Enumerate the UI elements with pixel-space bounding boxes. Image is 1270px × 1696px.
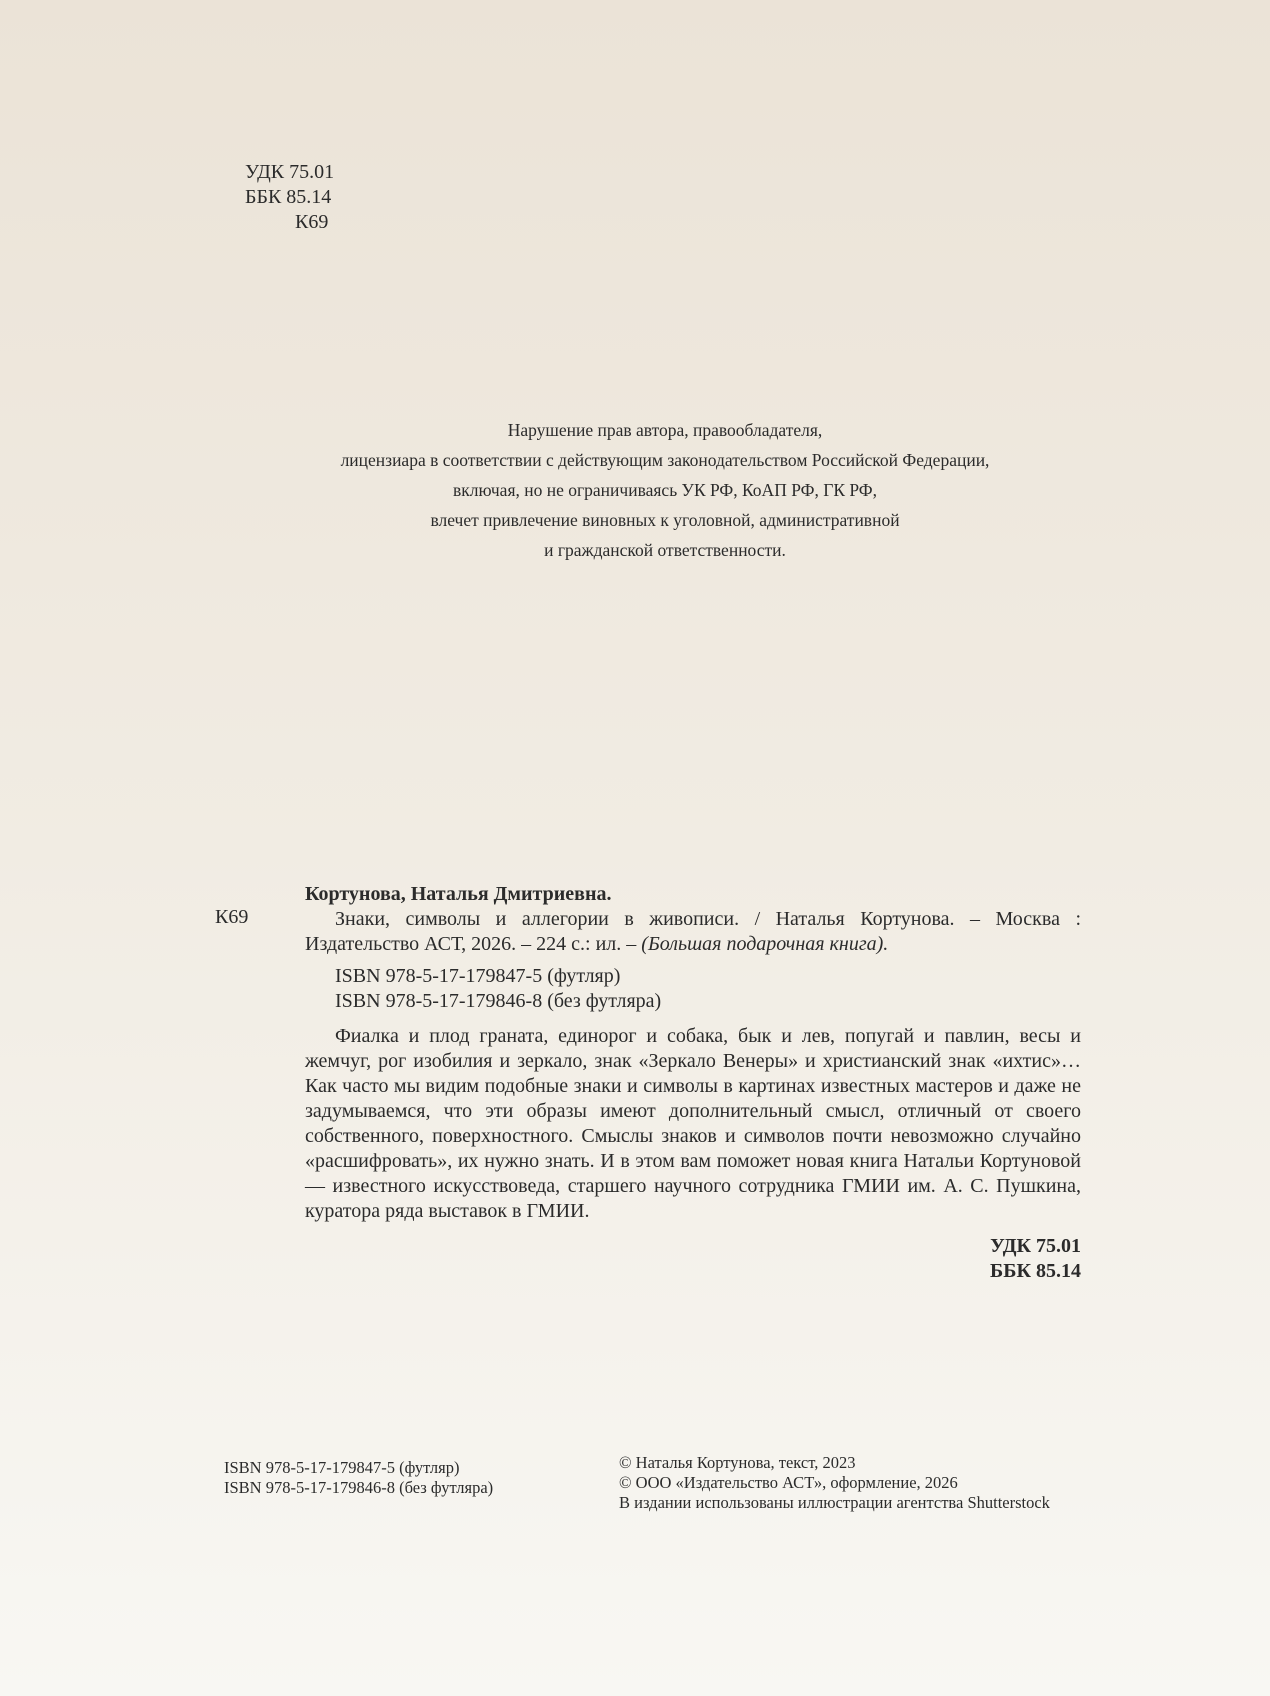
record-author: Кортунова, Наталья Дмитриевна. <box>305 883 612 905</box>
copyright-line: © ООО «Издательство АСТ», оформление, 2026 <box>619 1473 958 1492</box>
record-annotation: Фиалка и плод граната, единорог и собака, бык и лев, попугай и павлин, весы и жемчуг, рог изобилия и зеркало, знак «Зеркало Венеры» и христианский знак «ихтис»… Как часто мы видим подобные знаки и символы в картинах известных мастеров и даже не задумываемся, что эти образы имеют дополнительный смысл, отличный от своего собственного, поверхностного. Смыслы знаков и символов почти невозможно случайно «расшифровать», их нужно знать. И в этом вам поможет новая книга Натальи Кортуновой — известного искусствоведа, старшего научного сотрудника ГМИИ им. А. С. Пушкина, куратора ряда выставок в ГМИИ. <box>305 1025 1081 1222</box>
record-series: (Большая подарочная книга). <box>641 933 889 955</box>
bottom-isbn: ISBN 978-5-17-179847-5 (футляр) <box>224 1458 460 1477</box>
copyright-line: В издании использованы иллюстрации агентства Shutterstock <box>619 1493 1050 1512</box>
record-bbk: ББК 85.14 <box>990 1260 1081 1282</box>
record-description <box>305 907 1081 957</box>
record-title-info: Знаки, символы и аллегории в живописи. / Наталья Кортунова. – Москва : Издательство АСТ, 2026. – 224 с.: ил. – <box>305 908 1081 955</box>
copyright-block <box>619 1453 1050 1513</box>
udk-code: УДК 75.01 <box>245 161 335 183</box>
record-isbn: ISBN 978-5-17-179847-5 (футляр) <box>335 965 621 987</box>
classification-codes-top <box>245 160 334 235</box>
copyright-line: © Наталья Кортунова, текст, 2023 <box>619 1453 856 1472</box>
record-isbn: ISBN 978-5-17-179846-8 (без футляра) <box>335 990 662 1012</box>
legal-line: влечет привлечение виновных к уголовной, административной <box>430 510 900 530</box>
bottom-isbn: ISBN 978-5-17-179846-8 (без футляра) <box>224 1478 494 1497</box>
legal-line: включая, но не ограничиваясь УК РФ, КоАП РФ, ГК РФ, <box>452 480 878 500</box>
bottom-isbn-block <box>224 1458 493 1498</box>
record-author-mark: К69 <box>215 906 249 928</box>
bibliographic-record <box>305 882 1081 1284</box>
record-isbn-list <box>305 964 1081 1014</box>
legal-line: Нарушение прав автора, правообладателя, <box>507 420 823 440</box>
author-mark: К69 <box>295 211 329 233</box>
copyright-legal-notice <box>200 415 1130 565</box>
bbk-code: ББК 85.14 <box>245 186 332 208</box>
record-classification <box>305 1234 1081 1284</box>
legal-line: лицензиара в соответствии с действующим законодательством Российской Федерации, <box>340 450 990 470</box>
legal-line: и гражданской ответственности. <box>544 540 786 560</box>
record-udk: УДК 75.01 <box>990 1235 1081 1257</box>
